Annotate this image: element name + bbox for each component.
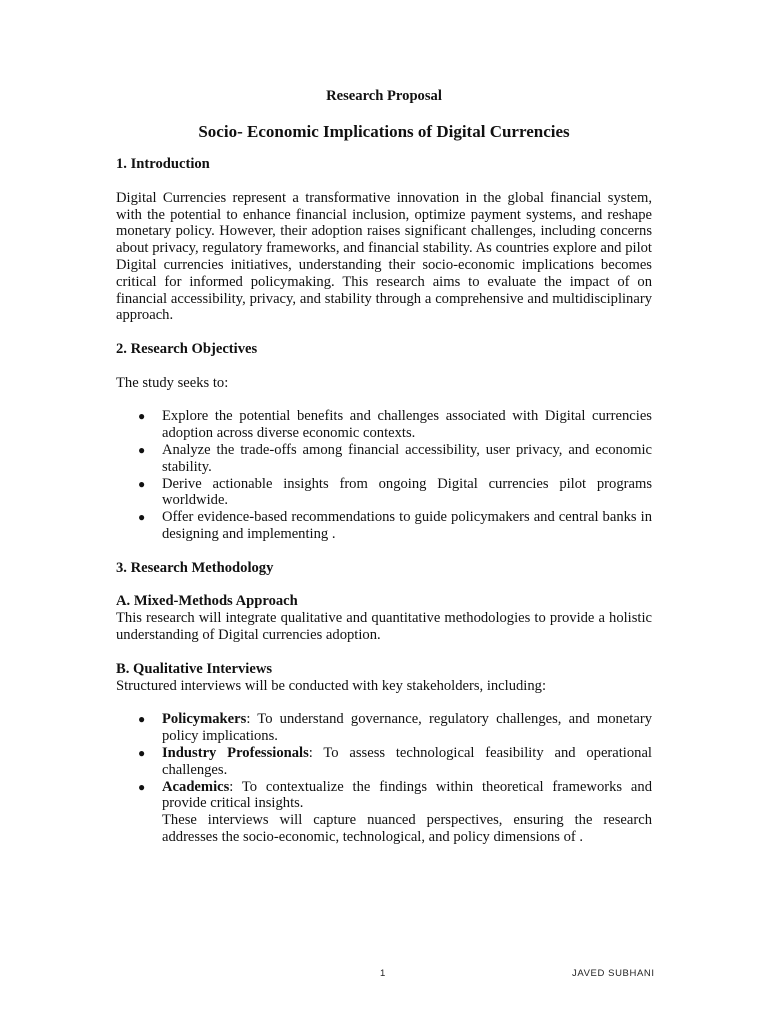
bullet-icon: ● xyxy=(138,779,146,794)
list-item xyxy=(116,476,652,510)
bullet-icon: ● xyxy=(138,510,146,525)
stakeholder-term: Academics xyxy=(162,778,230,795)
objectives-intro: The study seeks to: xyxy=(116,374,229,391)
qualitative-paragraph: Structured interviews will be conducted with key stakeholders, including: xyxy=(116,677,547,694)
section-heading-methodology: 3. Research Methodology xyxy=(116,559,274,576)
stakeholder-description: : To contextualize the findings within theoretical frameworks and provide critical insights. xyxy=(162,778,652,812)
page-footer xyxy=(0,968,768,982)
stakeholder-term: Policymakers xyxy=(162,711,247,728)
stakeholder-description: : To assess technological feasibility and operational challenges. xyxy=(162,744,652,778)
list-item-text: Analyze the trade-offs among financial accessibility, user privacy, and economic stability. xyxy=(162,441,652,475)
stakeholder-description: : To understand governance, regulatory challenges, and monetary policy implications. xyxy=(162,711,652,745)
list-item xyxy=(116,509,652,543)
list-item-text: Explore the potential benefits and challenges associated with Digital currencies adoption across diverse economic contexts. xyxy=(162,408,652,442)
introduction-paragraph: Digital Currencies represent a transformative innovation in the global financial system, with the potential to enhance financial inclusion, optimize payment systems, and reshape monetary policy. However, their adoption raises significant challenges, including concerns about privacy, regulatory frameworks, and financial stability. As countries explore and pilot Digital currencies initiatives, understanding their socio-economic implications becomes critical for informed policymaking. This research aims to evaluate the impact of on financial accessibility, privacy, and stability through a comprehensive and multidisciplinary approach. xyxy=(116,189,652,324)
interviews-closing-paragraph: These interviews will capture nuanced perspectives, ensuring the research addresses the socio-economic, technological, and policy dimensions of . xyxy=(162,812,652,845)
subsection-heading-qualitative: B. Qualitative Interviews xyxy=(116,660,273,677)
document-label: Research Proposal xyxy=(326,88,442,104)
list-item xyxy=(116,745,652,779)
bullet-icon: ● xyxy=(138,409,146,424)
list-item-text: Derive actionable insights from ongoing Digital currencies pilot programs worldwide. xyxy=(162,475,652,509)
bullet-icon: ● xyxy=(138,476,146,491)
mixed-methods-paragraph: This research will integrate qualitative and quantitative methodologies to provide a holistic understanding of Digital currencies adoption. xyxy=(116,610,652,644)
footer-author: JAVED SUBHANI xyxy=(572,968,655,979)
list-item-text: Offer evidence-based recommendations to guide policymakers and central banks in designing and implementing . xyxy=(162,509,652,542)
list-item xyxy=(116,711,652,745)
stakeholders-list xyxy=(116,711,652,812)
list-item xyxy=(116,442,652,476)
list-item xyxy=(116,408,652,442)
bullet-icon: ● xyxy=(138,712,146,727)
page-number: 1 xyxy=(380,968,386,979)
bullet-icon: ● xyxy=(138,442,146,457)
subsection-heading-mixed-methods: A. Mixed-Methods Approach xyxy=(116,593,298,610)
section-heading-introduction: 1. Introduction xyxy=(116,156,210,172)
stakeholder-term: Industry Professionals xyxy=(162,744,309,761)
document-title: Socio- Economic Implications of Digital Currencies xyxy=(198,122,570,141)
page-content xyxy=(116,88,652,846)
section-heading-objectives: 2. Research Objectives xyxy=(116,340,258,357)
list-item xyxy=(116,779,652,813)
objectives-list xyxy=(116,408,652,542)
bullet-icon: ● xyxy=(138,745,146,760)
